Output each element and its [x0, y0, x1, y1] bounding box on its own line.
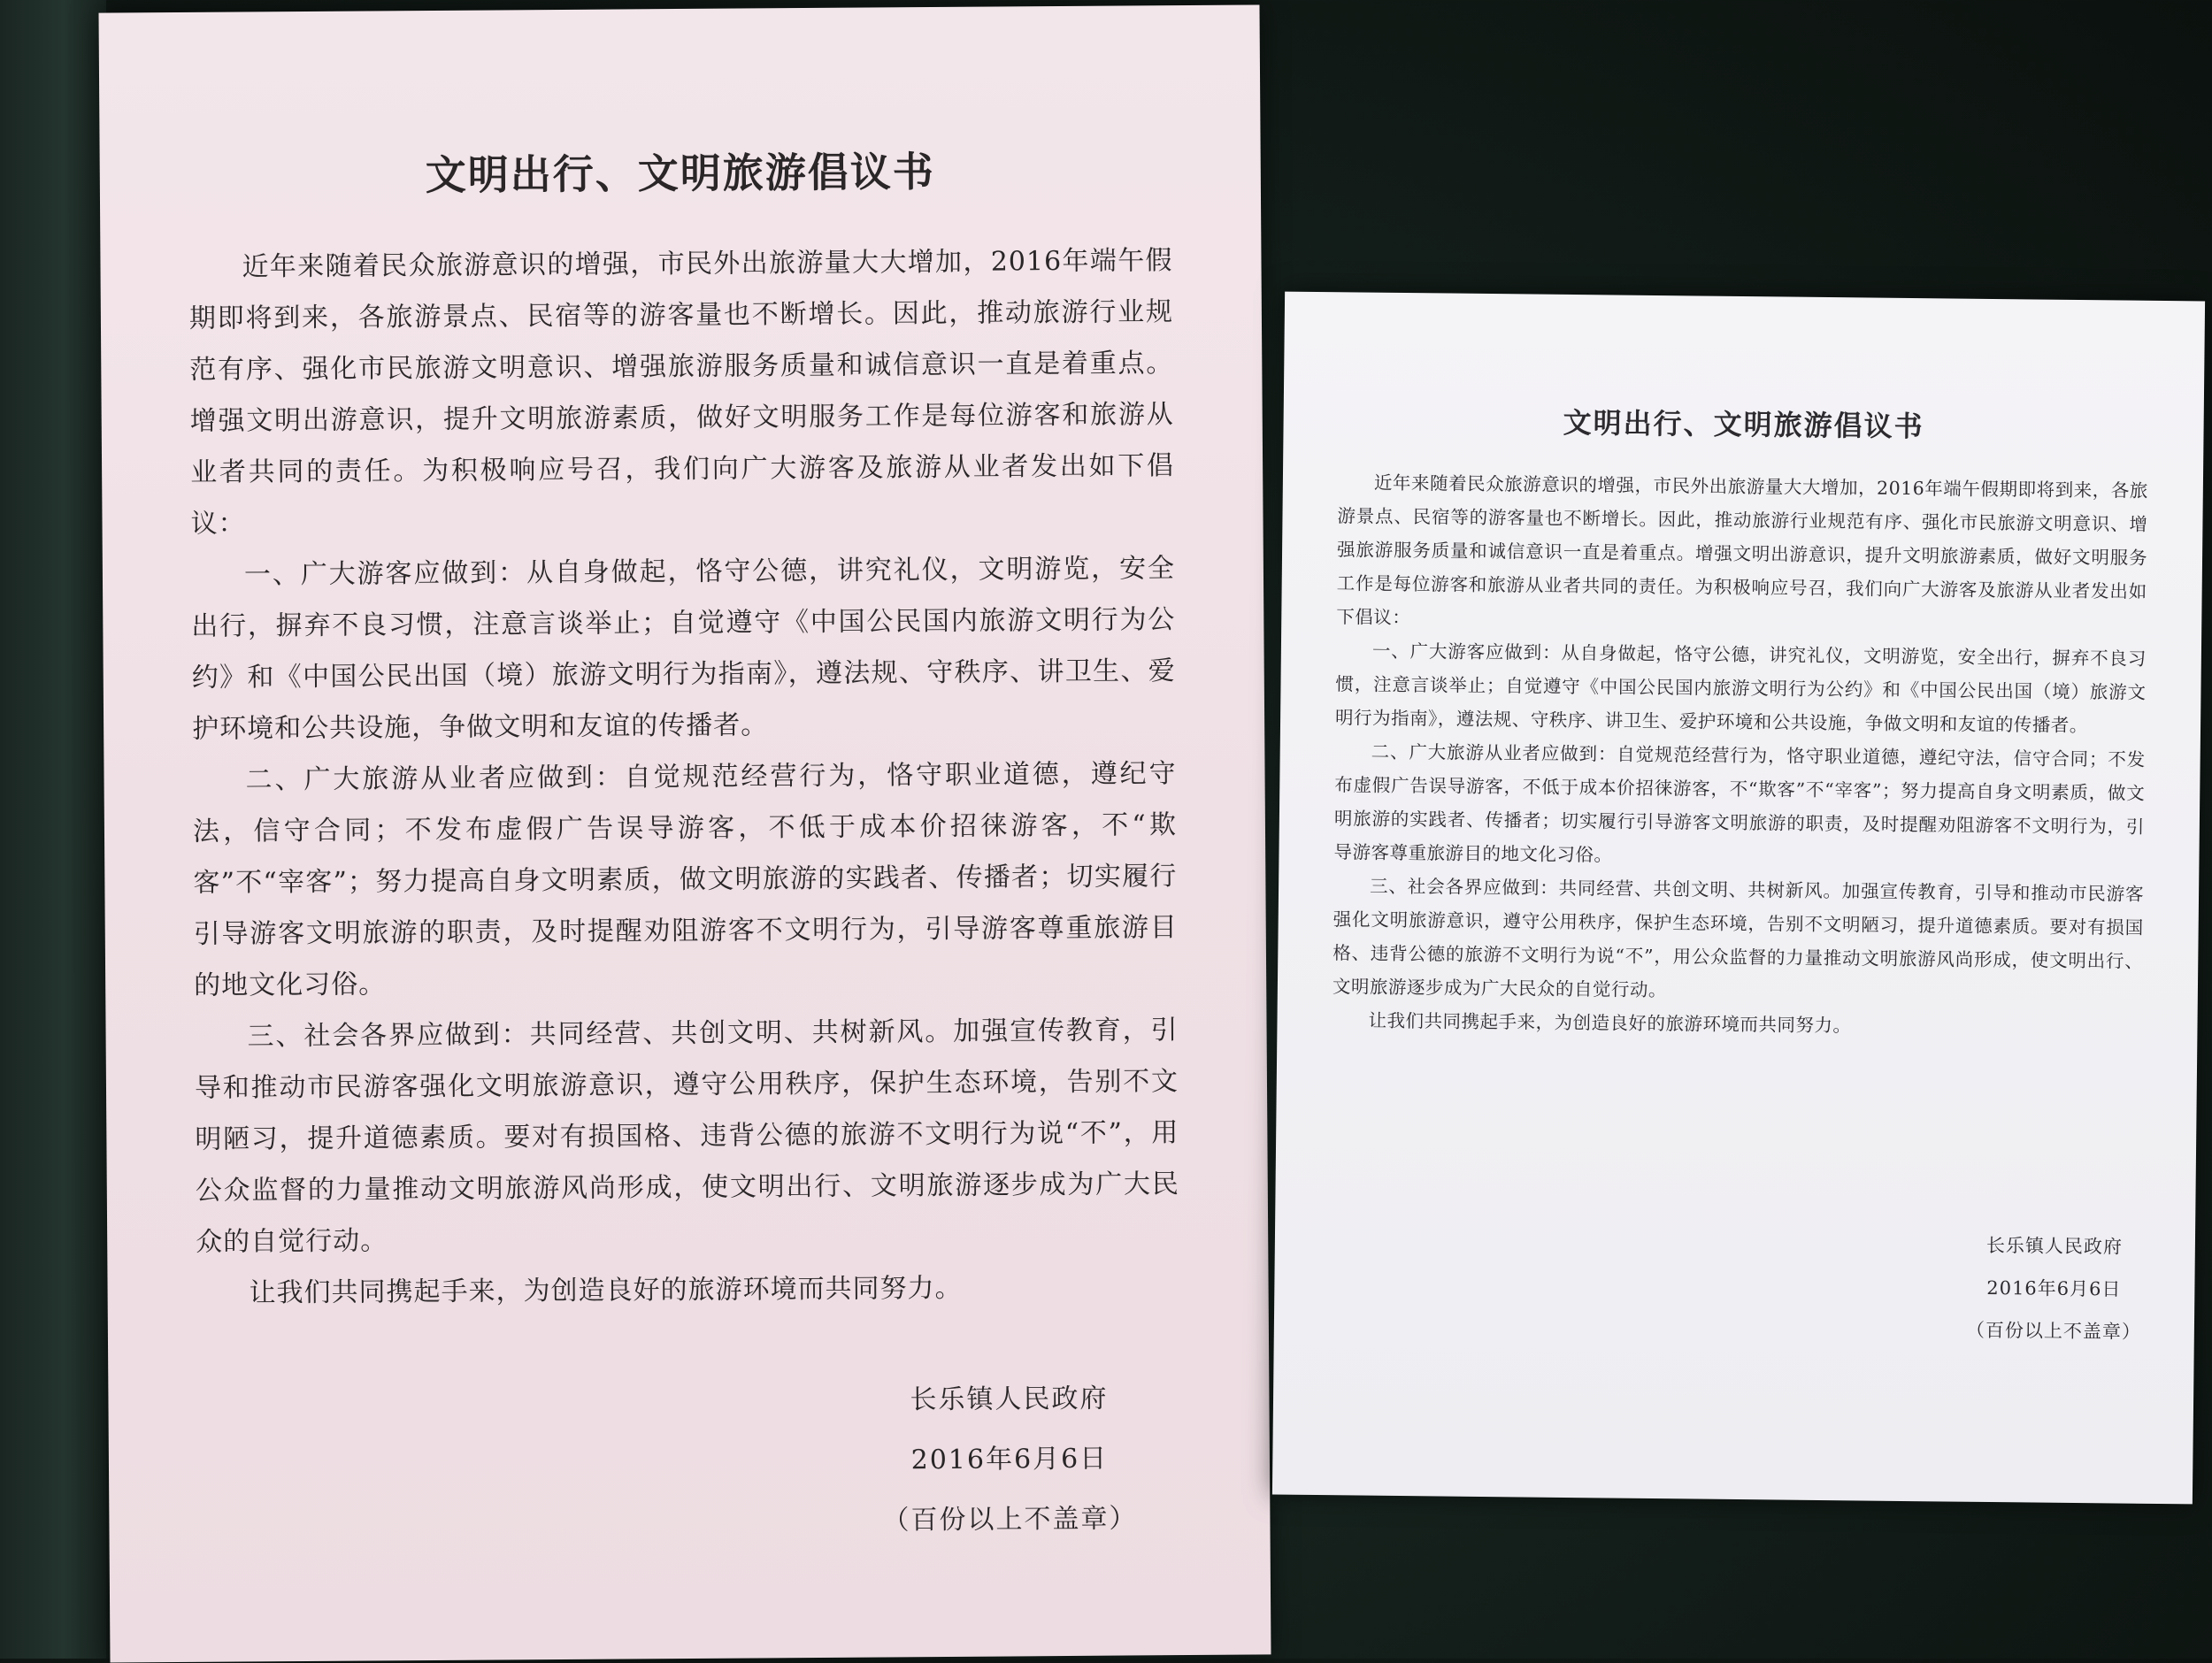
- large-sheet-paragraph-practitioners: 二、广大旅游从业者应做到：自觉规范经营行为，恪守职业道德，遵纪守法，信守合同；不发布虚假广告误导游客，不低于成本价招徕游客，不“欺客”不“宰客”；努力提高自身文明素质，做文明旅游的实践者、传播者；切实履行引导游客文明旅游的职责，及时提醒劝阻游客不文明行为，引导游客尊重旅游目的地文化习俗。: [192, 758, 1178, 1001]
- small-sheet-paragraph-tourists: 一、广大游客应做到：从自身做起，恪守公德，讲究礼仪，文明游览，安全出行，摒弃不良习惯，注意言谈举止；自觉遵守《中国公民国内旅游文明行为公约》和《中国公民出国（境）旅游文明行为指南》，遵法规、守秩序、讲卫生、爱护环境和公共设施，争做文明和友谊的传播者。: [1334, 640, 2147, 737]
- large-sheet-signature: [881, 1368, 1137, 1551]
- large-sheet-paragraph-tourists: 一、广大游客应做到：从自身做起，恪守公德，讲究礼仪，文明游览，安全出行，摒弃不良习惯，注意言谈举止；自觉遵守《中国公民国内旅游文明行为公约》和《中国公民出国（境）旅游文明行为指南》，遵法规、守秩序、讲卫生、爱护环境和公共设施，争做文明和友谊的传播者。: [191, 553, 1176, 745]
- table-edge: [0, 0, 106, 1659]
- small-sheet-paragraph-society: 三、社会各界应做到：共同经营、共创文明、共树新风。加强宣传教育，引导和推动市民游客强化文明旅游意识，遵守公用秩序，保护生态环境，告别不文明陋习，提升道德素质。要对有损国格、违背公德的旅游不文明行为说“不”，用公众监督的力量推动文明旅游风尚形成，使文明出行、文明旅游逐步成为广大民众的自觉行动。: [1332, 875, 2145, 1001]
- small-sheet-paragraph-closing: 让我们共同携起手来，为创造良好的旅游环境而共同努力。: [1368, 1009, 1852, 1037]
- small-sheet-signature-note: （百份以上不盖章）: [1965, 1319, 2142, 1343]
- small-sheet-title: 文明出行、文明旅游倡议书: [1563, 405, 1924, 444]
- large-sheet-paragraph-intro: 近年来随着民众旅游意识的增强，市民外出旅游量大大增加，2016年端午假期即将到来，各旅游景点、民宿等的游客量也不断增长。因此，推动旅游行业规范有序、强化市民旅游文明意识、增强旅游服务质量和诚信意识一直是着重点。增强文明出游意识，提升文明旅游素质，做好文明服务工作是每位游客和旅游从业者共同的责任。为积极响应号召，我们向广大游客及旅游从业者发出如下倡议：: [188, 245, 1175, 540]
- small-sheet-paragraph-practitioners: 二、广大旅游从业者应做到：自觉规范经营行为，恪守职业道德，遵纪守法，信守合同；不发布虚假广告误导游客，不低于成本价招徕游客，不“欺客”不“宰客”；努力提高自身文明素质，做文明旅游的实践者、传播者；切实履行引导游客文明旅游的职责，及时提醒劝阻游客不文明行为，引导游客尊重旅游目的地文化习俗。: [1333, 740, 2146, 866]
- large-sheet-paragraph-closing: 让我们共同携起手来，为创造良好的旅游环境而共同努力。: [249, 1272, 963, 1309]
- large-sheet-signature-note: （百份以上不盖章）: [882, 1503, 1138, 1537]
- large-sheet-paragraph-society: 三、社会各界应做到：共同经营、共创文明、共树新风。加强宣传教育，引导和推动市民游客强化文明旅游意识，遵守公用秩序，保护生态环境，告别不文明陋习，提升道德素质。要对有损国格、违背公德的旅游不文明行为说“不”，用公众监督的力量推动文明旅游风尚形成，使文明出行、文明旅游逐步成为广大民众的自觉行动。: [194, 1015, 1179, 1258]
- large-sheet-signature-date: 2016年6月6日: [910, 1443, 1109, 1476]
- large-sheet-signature-org: 长乐镇人民政府: [910, 1383, 1109, 1416]
- large-proposal-sheet: [99, 4, 1271, 1662]
- small-sheet-signature: [1966, 1224, 2142, 1353]
- small-sheet-signature-date: 2016年6月6日: [1986, 1276, 2122, 1300]
- small-sheet-signature-org: 长乐镇人民政府: [1985, 1234, 2124, 1258]
- large-sheet-title: 文明出行、文明旅游倡议书: [425, 148, 935, 200]
- small-proposal-sheet: [1272, 292, 2205, 1505]
- small-sheet-paragraph-intro: 近年来随着民众旅游意识的增强，市民外出旅游量大大增加，2016年端午假期即将到来，各旅游景点、民宿等的游客量也不断增长。因此，推动旅游行业规范有序、强化市民旅游文明意识、增强旅游服务质量和诚信意识一直是着重点。增强文明出游意识，提升文明旅游素质，做好文明服务工作是每位游客和旅游从业者共同的责任。为积极响应号召，我们向广大游客及旅游从业者发出如下倡议：: [1336, 471, 2148, 629]
